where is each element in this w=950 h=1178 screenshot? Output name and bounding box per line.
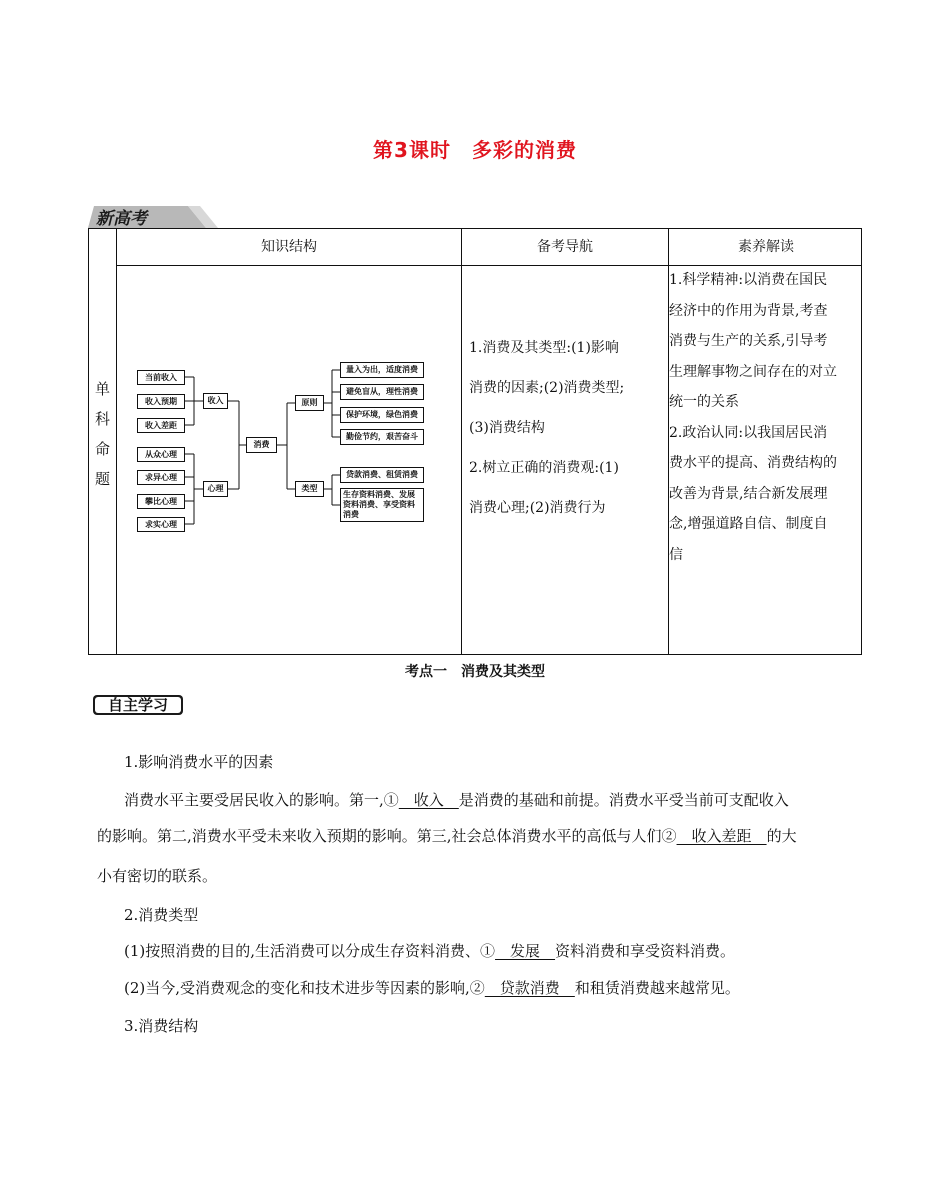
blank-income-gap: 收入差距 (676, 827, 767, 845)
node-comparison-mentality: 攀比心理 (137, 494, 185, 509)
node-novelty-seeking: 求异心理 (137, 470, 185, 485)
heading-factors: 1.影响消费水平的因素 (124, 753, 274, 771)
node-principle-4: 勤俭节约，艰苦奋斗 (340, 429, 424, 445)
exam-point-heading: 考点一 消费及其类型 (405, 664, 545, 680)
header-knowledge-structure: 知识结构 (261, 239, 317, 255)
node-income-expectation: 收入预期 (137, 394, 185, 409)
node-income-gap: 收入差距 (137, 418, 185, 433)
header-literacy-interpretation: 素养解读 (738, 239, 794, 255)
blank-development: 发展 (495, 942, 556, 960)
literacy-interpretation-text: 1.科学精神:以消费在国民 经济中的作用为背景,考查 消费与生产的关系,引导考 生理解事物之间存在的对立 统一的关系 2.政治认同:以我国居民消 费水平的提高、消费结构的 改善为背景,结合新发展理 念,增强道路自信、制度自 信 (669, 272, 837, 563)
node-type-1: 贷款消费、租赁消费 (340, 467, 424, 483)
paragraph-3: (2)当今,受消费观念的变化和技术进步等因素的影响,② 贷款消费 和租赁消费越来越常见。 (124, 979, 740, 997)
paragraph-1-line-3: 小有密切的联系。 (97, 867, 218, 885)
blank-income: 收入 (398, 791, 459, 809)
node-current-income: 当前收入 (137, 370, 185, 385)
paragraph-1-line-1: 消费水平主要受居民收入的影响。第一,① 收入 是消费的基础和前提。消费水平受当前可支配收入 (124, 791, 789, 809)
paragraph-1-line-2: 的影响。第二,消费水平受未来收入预期的影响。第三,社会总体消费水平的高低与人们② 收入差距 的大 (97, 827, 797, 845)
node-type-2: 生存资料消费、发展资料消费、享受资料消费 (340, 488, 424, 522)
node-practical-mentality: 求实心理 (137, 517, 185, 532)
node-psychology: 心理 (203, 481, 228, 497)
node-principle: 原则 (295, 395, 324, 411)
node-herd-mentality: 从众心理 (137, 447, 185, 462)
heading-structure: 3.消费结构 (124, 1017, 199, 1035)
new-gaokao-label: 新高考 (96, 209, 147, 229)
node-principle-2: 避免盲从，理性消费 (340, 384, 424, 400)
self-study-badge: 自主学习 (92, 694, 184, 716)
node-income: 收入 (203, 393, 228, 409)
node-principle-3: 保护环境，绿色消费 (340, 407, 424, 423)
blank-loan-consumption: 贷款消费 (484, 979, 575, 997)
knowledge-table (88, 228, 862, 655)
knowledge-diagram (117, 266, 461, 654)
node-consumption: 消费 (246, 437, 277, 453)
heading-types: 2.消费类型 (124, 906, 199, 924)
page-title: 第3课时 多彩的消费 (373, 138, 577, 162)
node-types: 类型 (295, 481, 324, 497)
header-exam-navigation: 备考导航 (537, 239, 593, 255)
side-label: 单 科 命 题 (94, 380, 110, 488)
exam-navigation-text: 1.消费及其类型:(1)影响 消费的因素;(2)消费类型; (3)消费结构 2.树立正确的消费观:(1) 消费心理;(2)消费行为 (469, 340, 625, 516)
node-principle-1: 量入为出，适度消费 (340, 362, 424, 378)
paragraph-2: (1)按照消费的目的,生活消费可以分成生存资料消费、① 发展 资料消费和享受资料消费。 (124, 942, 736, 960)
